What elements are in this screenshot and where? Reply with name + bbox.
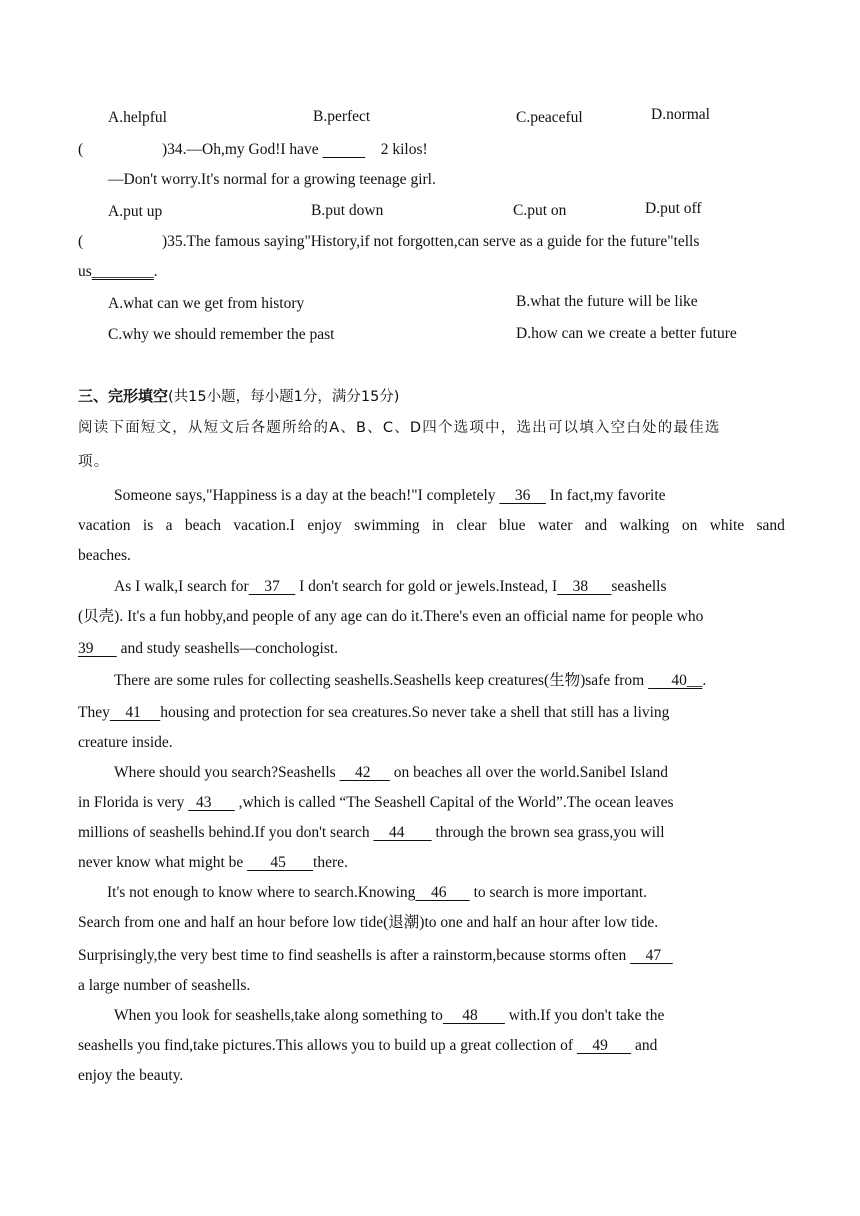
q33-option-b: B.perfect [313,108,371,125]
q35-option-d: D.how can we create a better future [516,325,737,342]
blank-47: 47 [630,947,673,964]
blank-39: 39 [78,640,117,657]
q34-answer-paren: ( [78,141,84,158]
passage-p3-line1: There are some rules for collecting seashells.Seashells keep creatures(生物)safe from 40__. [114,672,707,689]
q35-option-b: B.what the future will be like [516,293,698,310]
passage-p2-line3: 39 and study seashells—conchologist. [78,640,339,657]
blank-46: 46 [415,884,470,901]
q35-option-c: C.why we should remember the past [108,326,335,343]
blank-48: 48 [442,1007,505,1024]
passage-p2-line2: (贝壳). It's a fun hobby,and people of any age can do it.There's even an official name for people who [78,608,704,625]
blank-36: 36 [499,487,546,504]
blank-44: 44 [373,824,432,841]
section-instruction-1: 阅读下面短文，从短文后各题所给的A、B、C、D四个选项中，选出可以填入空白处的最佳选 [78,420,721,436]
passage-p1-line3: beaches. [78,547,131,564]
q34-option-d: D.put off [645,200,702,217]
q35-stem: )35.The famous saying"History,if not forgotten,can serve as a guide for the future"tells [162,233,700,250]
section-instruction-2: 项。 [78,454,110,470]
blank-45: 45 [247,854,314,871]
passage-p6-line2: seashells you find,take pictures.This allows you to build up a great collection of 49 and [78,1037,658,1054]
q35-blank: ________ [91,263,154,280]
q34-reply: —Don't worry.It's normal for a growing teenage girl. [108,171,436,188]
passage-p1-line1: Someone says,"Happiness is a day at the beach!"I completely 36 In fact,my favorite [114,487,666,504]
q33-option-d: D.normal [651,106,710,123]
q35-option-a: A.what can we get from history [108,295,305,312]
passage-p1-line2: vacation is a beach vacation.I enjoy swimming in clear blue water and walking on white sand [78,517,785,534]
passage-p4-line4: never know what might be 45 there. [78,854,348,871]
passage-p4-line2: in Florida is very 43 ,which is called “The Seashell Capital of the World”.The ocean leaves [78,794,674,811]
q35-stem-cont: us________. [78,263,158,280]
blank-42: 42 [339,764,390,781]
blank-49: 49 [576,1037,632,1054]
q34-option-b: B.put down [311,202,384,219]
blank-41: 41 [109,704,161,721]
q33-option-c: C.peaceful [516,109,583,126]
passage-p2-line1: As I walk,I search for 37 I don't search for gold or jewels.Instead, I 38 seashells [114,578,667,595]
blank-43: 43 [188,794,235,811]
passage-p5-line2: Search from one and half an hour before low tide(退潮)to one and half an hour after low tide. [78,914,659,931]
q34-option-a: A.put up [108,203,163,220]
q34-option-c: C.put on [513,202,567,219]
q34-stem: )34.—Oh,my God!I have 2 kilos! [162,141,428,158]
blank-37: 37 [248,578,296,595]
section-title: 三、完形填空 [78,387,169,405]
blank-40: 40__ [648,672,703,689]
passage-p3-line2: They 41 housing and protection for sea creatures.So never take a shell that still has a living [78,704,670,721]
passage-p5-line1: It's not enough to know where to search.Knowing 46 to search is more important. [107,884,648,901]
q33-option-a: A.helpful [108,109,167,126]
passage-p4-line3: millions of seashells behind.If you don't search 44 through the brown sea grass,you will [78,824,665,841]
q34-blank [323,141,366,158]
section-heading [78,386,399,407]
passage-p5-line4: a large number of seashells. [78,977,251,994]
blank-38: 38 [557,578,612,595]
passage-p6-line3: enjoy the beauty. [78,1067,184,1084]
passage-p3-line3: creature inside. [78,734,173,751]
passage-p4-line1: Where should you search?Seashells 42 on beaches all over the world.Sanibel Island [114,764,668,781]
passage-p5-line3: Surprisingly,the very best time to find seashells is after a rainstorm,because storms often 47 [78,947,673,964]
q35-answer-paren: ( [78,233,84,250]
passage-p6-line1: When you look for seashells,take along something to 48 with.If you don't take the [114,1007,665,1024]
section-note: (共15小题，每小题1分，满分15分) [168,389,400,405]
